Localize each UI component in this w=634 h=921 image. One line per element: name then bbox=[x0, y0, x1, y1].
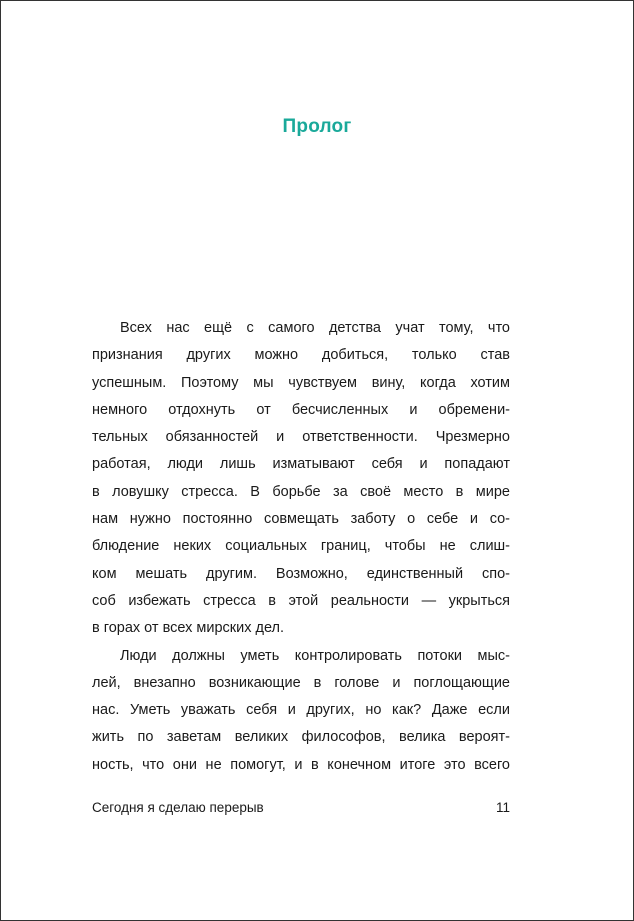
paragraph-1 bbox=[92, 315, 510, 643]
paragraph-2 bbox=[92, 643, 510, 779]
text-line: жить по заветам великих философов, велика вероят- bbox=[92, 729, 510, 746]
text-line: лей, внезапно возникающие в голове и поглощающие bbox=[92, 674, 510, 691]
text-line: нас. Уметь уважать себя и других, но как? Даже если bbox=[92, 702, 510, 719]
text-line: блюдение неких социальных границ, чтобы не слиш- bbox=[92, 538, 510, 555]
body-text bbox=[92, 315, 510, 779]
chapter-title: Пролог bbox=[282, 116, 352, 137]
running-book-title: Сегодня я сделаю перерыв bbox=[92, 800, 264, 815]
text-line: ком мешать другим. Возможно, единственный спо- bbox=[92, 565, 510, 582]
text-line: успешным. Поэтому мы чувствуем вину, когда хотим bbox=[92, 374, 510, 391]
text-line: ность, что они не помогут, и в конечном итоге это всего bbox=[92, 756, 510, 773]
text-line: тельных обязанностей и ответственности. Чрезмерно bbox=[92, 429, 510, 446]
text-line: Всех нас ещё с самого детства учат тому, что bbox=[120, 320, 510, 336]
text-line: нам нужно постоянно совмещать заботу о себе и со- bbox=[92, 511, 510, 528]
text-line: Люди должны уметь контролировать потоки мыс- bbox=[120, 647, 510, 664]
page-footer bbox=[92, 800, 510, 815]
page-number: 11 bbox=[495, 800, 510, 815]
text-line: работая, люди лишь изматывают себя и попадают bbox=[92, 456, 510, 473]
text-line: в ловушку стресса. В борьбе за своё место в мире bbox=[92, 483, 510, 500]
text-line: признания других можно добиться, только став bbox=[92, 347, 510, 364]
text-line: в горах от всех мирских дел. bbox=[92, 620, 285, 637]
text-line: соб избежать стресса в этой реальности — укрыться bbox=[92, 592, 510, 609]
text-line: немного отдохнуть от бесчисленных и обремени- bbox=[92, 401, 510, 418]
